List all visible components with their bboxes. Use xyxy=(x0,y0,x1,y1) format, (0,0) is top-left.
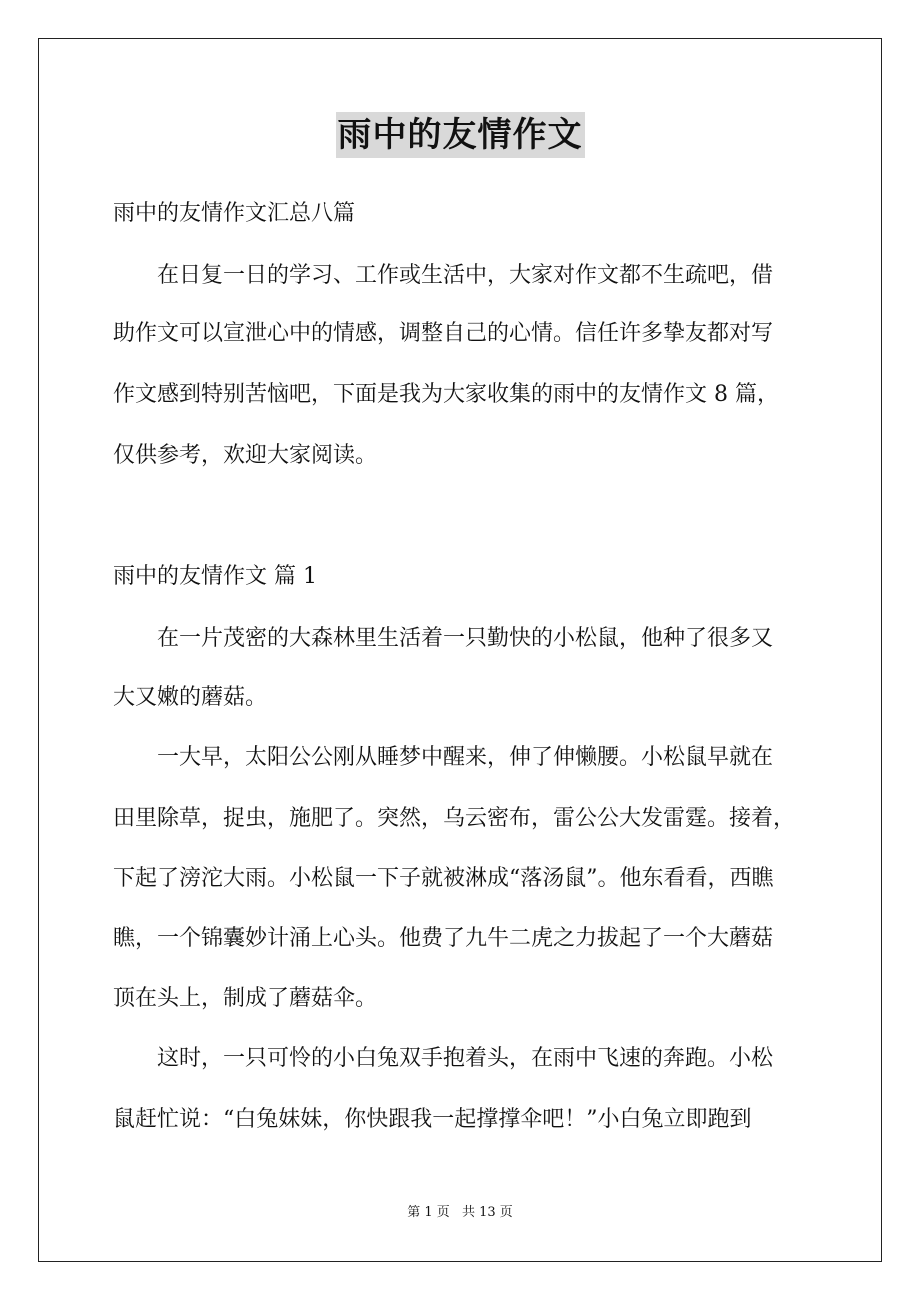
body-line: 下起了滂沱大雨。小松鼠一下子就被淋成“落汤鼠”。他东看看，西瞧 xyxy=(113,866,774,891)
document-title: 雨中的友情作文 xyxy=(336,112,585,158)
body-line: 瞧，一个锦囊妙计涌上心头。他费了九牛二虎之力拔起了一个大蘑菇 xyxy=(113,926,774,951)
body-line: 在一片茂密的大森林里生活着一只勤快的小松鼠，他种了很多又 xyxy=(157,626,774,651)
body-line: 一大早，太阳公公刚从睡梦中醒来，伸了伸懒腰。小松鼠早就在 xyxy=(157,745,774,770)
title-container xyxy=(0,112,920,158)
intro-line: 作文感到特别苦恼吧，下面是我为大家收集的雨中的友情作文 8 篇， xyxy=(113,382,779,407)
body-line: 鼠赶忙说：“白兔妹妹，你快跟我一起撑撑伞吧！”小白兔立即跑到 xyxy=(113,1107,752,1132)
intro-line: 在日复一日的学习、工作或生活中，大家对作文都不生疏吧，借 xyxy=(157,263,774,288)
page-total: 共 13 页 xyxy=(461,1205,513,1220)
body-line: 田里除草，捉虫，施肥了。突然，乌云密布，雷公公大发雷霆。接着， xyxy=(113,806,796,831)
body-line: 顶在头上，制成了蘑菇伞。 xyxy=(113,986,378,1011)
page-number: 第 1 页 xyxy=(407,1205,450,1220)
page-footer xyxy=(0,1204,920,1222)
subtitle: 雨中的友情作文汇总八篇 xyxy=(113,201,356,226)
body-line: 这时，一只可怜的小白兔双手抱着头，在雨中飞速的奔跑。小松 xyxy=(157,1046,774,1071)
body-line: 大又嫩的蘑菇。 xyxy=(113,685,268,710)
intro-line: 助作文可以宣泄心中的情感，调整自己的心情。信任许多挚友都对写 xyxy=(113,321,774,346)
intro-line: 仅供参考，欢迎大家阅读。 xyxy=(113,443,378,468)
section-heading: 雨中的友情作文 篇 1 xyxy=(113,564,317,589)
